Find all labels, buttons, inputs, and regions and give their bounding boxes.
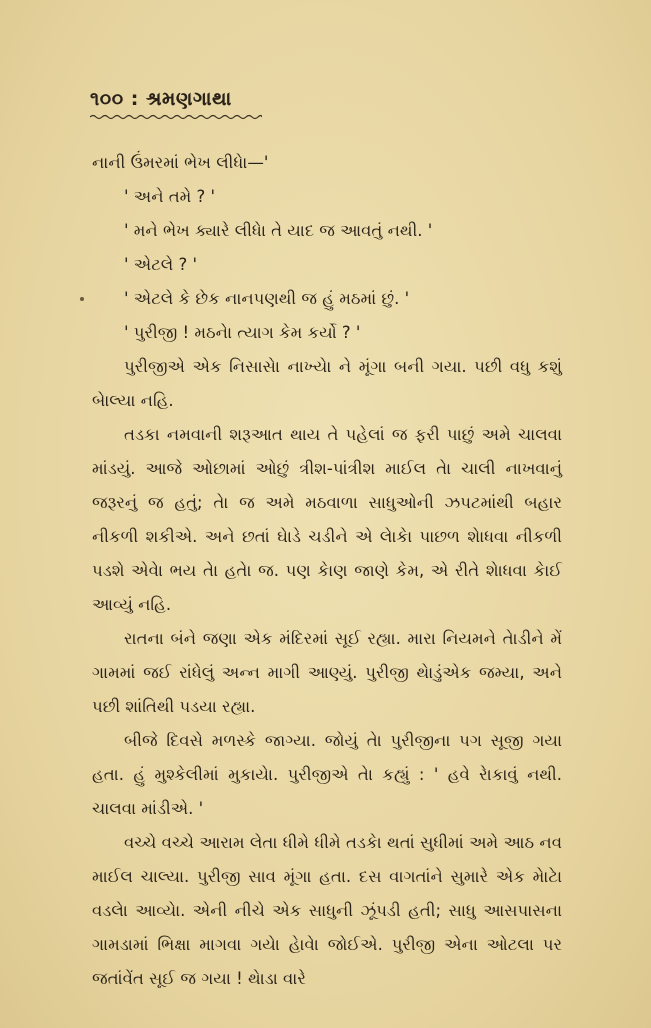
paragraph: રાતના બંને જણા એક મંદિરમાં સૂઈ રહ્યા. મારા નિયમને તેાડીને મેં ગામમાં જઈ રાંધેલું અન્ન માગી આણ્યું. પુરીજી થેાડુંએક જમ્યા, અને પછી શાંતિથી પડયા રહ્યા. — [92, 629, 562, 716]
paragraph: બીજે દિવસે મળસ્કે જાગ્યા. જોયું તેા પુરીજીના પગ સૂજી ગયા હતા. હું મુશ્કેલીમાં મુકાયેા. પુરીજીએ તેા કહ્યું : ' હવે રેાકાવું નથી. ચાલવા માંડીએ. ' — [92, 731, 562, 818]
dialogue-line: ' મને ભેખ ક્યારે લીધેા તે યાદ જ આવતું નથી. ' — [124, 221, 433, 240]
header-wavy-underline — [90, 114, 262, 120]
page-body — [92, 146, 562, 996]
dialogue-line: ' એટલે ? ' — [124, 255, 198, 274]
dialogue-line: ' પુરીજી ! મઠનેા ત્યાગ કેમ કર્યો ? ' — [124, 323, 361, 342]
paragraph: પુરીજીએ એક નિસાસેા નાખ્યેા ને મૂંગા બની ગયા. પછી વધુ કશું બેાલ્યા નહિ. — [92, 357, 562, 410]
paragraph: તડકા નમવાની શરૂઆત થાય તે પહેલાં જ ફરી પાછું અમે ચાલવા માંડયું. આજે ઓછામાં ઓછું ત્રીશ-પાંત્રીશ માઈલ તેા ચાલી નાખવાનું જરૂરનું જ હતું; તેા જ અમે મઠવાળા સાધુઓની ઝપટમાંથી બહાર નીકળી શકીએ. અને છતાં ઘેાડે ચડીને એ લેાકેા પાછળ શેાધવા નીકળી પડશે એવેા ભય તેા હતેા જ. પણ કેાણ જાણે કેમ, એ રીતે શેાધવા કેાઈ આવ્યું નહિ. — [92, 425, 562, 614]
dialogue-line: ' અને તમે ? ' — [124, 187, 216, 206]
text-line: નાની ઉંમરમાં ભેખ લીધેા—' — [92, 153, 269, 172]
ink-dot — [80, 297, 84, 301]
dialogue-text: ' એટલે કે છેક નાનપણથી જ હું મઠમાં છું. ' — [124, 289, 410, 308]
page-header: ૧૦૦ : શ્રમણગાથા — [90, 88, 232, 110]
dialogue-line — [92, 282, 562, 316]
paragraph: વચ્ચે વચ્ચે આરામ લેતા ધીમે ધીમે તડકેા થતાં સુધીમાં અમે આઠ નવ માઈલ ચાલ્યા. પુરીજી સાવ મૂંગા હતા. દસ વાગતાંને સુમારે એક મેાટેા વડલેા આવ્યેા. એની નીચે એક સાધુની ઝૂંપડી હતી; સાધુ આસપાસના ગામડામાં ભિક્ષા માગવા ગયેા હેાવેા જોઈએ. પુરીજી એના ઓટલા પર જતાંવેંત સૂઈ જ ગયા ! થેાડા વારે — [92, 833, 562, 988]
